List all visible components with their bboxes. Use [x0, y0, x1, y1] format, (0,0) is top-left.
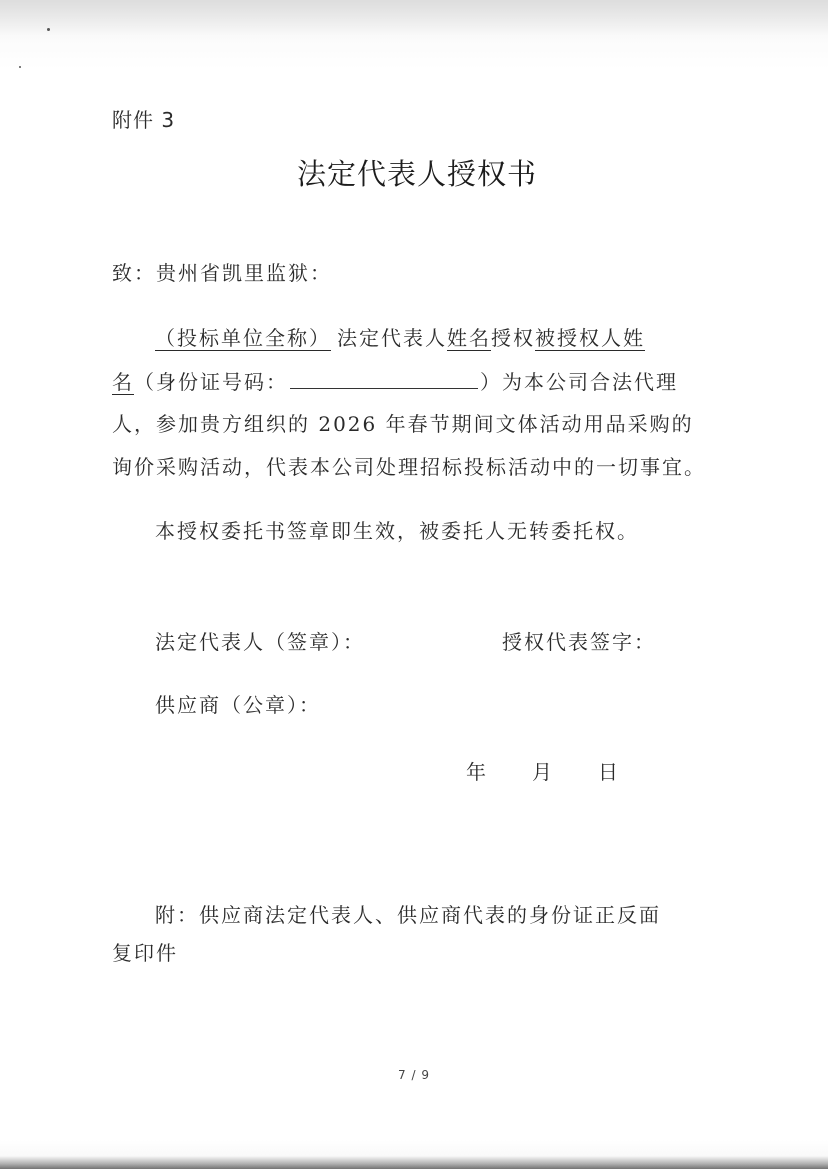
scan-edge-bottom	[0, 1156, 828, 1169]
document-title: 法定代表人授权书	[296, 157, 537, 191]
text-legal-rep: 法定代表人	[337, 326, 447, 350]
date-line: 年 月 日	[466, 760, 620, 784]
scan-edge-top	[0, 0, 828, 36]
paragraph-1-line-4: 询价采购活动，代表本公司处理招标投标活动中的一切事宜。	[112, 455, 706, 479]
paragraph-1-line-3: 人，参加贵方组织的 2026 年春节期间文体活动用品采购的	[112, 412, 694, 436]
scan-speck	[47, 28, 50, 31]
agent-name-field: 被授权人姓	[535, 326, 645, 350]
note-line-2: 复印件	[112, 941, 178, 965]
text-authorize: 授权	[491, 326, 535, 350]
page-number: 7 / 9	[398, 1068, 430, 1082]
authorized-rep-signature-label: 授权代表签字：	[502, 630, 656, 654]
agent-name-field-cont: 名	[112, 370, 134, 394]
id-number-prefix: （身份证号码：	[134, 370, 288, 394]
scan-speck	[19, 66, 21, 68]
paragraph-1-line-1	[155, 328, 645, 348]
id-number-suffix: ）为本公司合法代理	[480, 370, 678, 394]
id-number-blank	[290, 370, 478, 389]
paragraph-2: 本授权委托书签章即生效，被委托人无转委托权。	[155, 519, 639, 543]
supplier-seal-label: 供应商（公章）：	[155, 693, 321, 717]
legal-rep-signature-label: 法定代表人（签章）：	[155, 630, 365, 654]
recipient-line: 致：贵州省凯里监狱：	[112, 261, 332, 285]
legal-rep-name-field: 姓名	[447, 326, 491, 350]
bidder-name-field: （投标单位全称）	[155, 326, 331, 350]
attachment-label: 附件 3	[112, 108, 176, 132]
note-line-1: 附：供应商法定代表人、供应商代表的身份证正反面	[155, 903, 661, 927]
paragraph-1-line-2	[112, 370, 678, 392]
